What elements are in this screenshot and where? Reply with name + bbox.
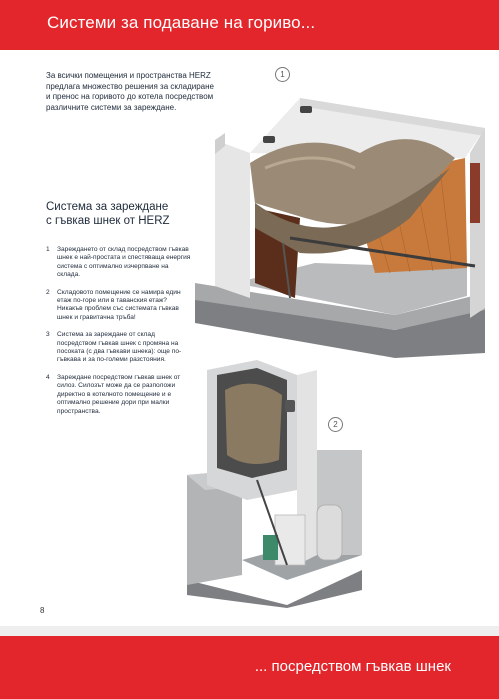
list-item	[46, 246, 191, 280]
header-bar	[0, 0, 499, 50]
step-text: Складовото помещение се намира един етаж по-горе или в таванския етаж? Никакъв проблем със системата гъвкав шнек и гравитачна тръба!	[57, 288, 181, 321]
section-heading	[46, 201, 206, 228]
step-text: Зареждане посредством гъвкав шнек от силоз. Силозът може да се разположи директно в котелното помещение и е оптимално решение дори при малки пространства.	[57, 373, 181, 415]
list-item	[46, 374, 191, 416]
footer-title: ... посредством гъвкав шнек	[254, 658, 451, 675]
step-text: Зареждането от склад посредством гъвкав шнек е най-простата и спестяваща енергия система с оптимално изчерпване на склада.	[57, 246, 191, 279]
intro-paragraph: За всички помещения и пространства HERZ предлага множество решения за складиране и пренос на горивото до котела посредством различните системи за зареждане.	[46, 71, 214, 112]
illustration-2-badge: 2	[328, 417, 343, 432]
step-number: 4	[46, 373, 50, 381]
step-number: 3	[46, 331, 50, 339]
step-text: Система за зареждане от склад посредством гъвкав шнек с промяна на посоката (с два гъвкави шнека): още по-гъвкава и за по-големи разстояния.	[57, 331, 182, 364]
step-number: 1	[46, 246, 50, 253]
page-number: 8	[40, 606, 45, 615]
section-heading-line-2: с гъвкав шнек от HERZ	[46, 214, 170, 227]
illustration-1-badge: 1	[275, 67, 290, 82]
storage-room-illustration	[195, 68, 485, 358]
page-title: Системи за подаване на гориво...	[47, 13, 316, 32]
step-number: 2	[46, 288, 50, 296]
list-item	[46, 289, 191, 323]
list-item	[46, 331, 191, 365]
footer-bar	[0, 636, 499, 699]
section-heading-line-1: Система за зареждане	[46, 201, 169, 213]
steps-list	[46, 246, 191, 425]
boiler-room-illustration	[187, 350, 377, 610]
